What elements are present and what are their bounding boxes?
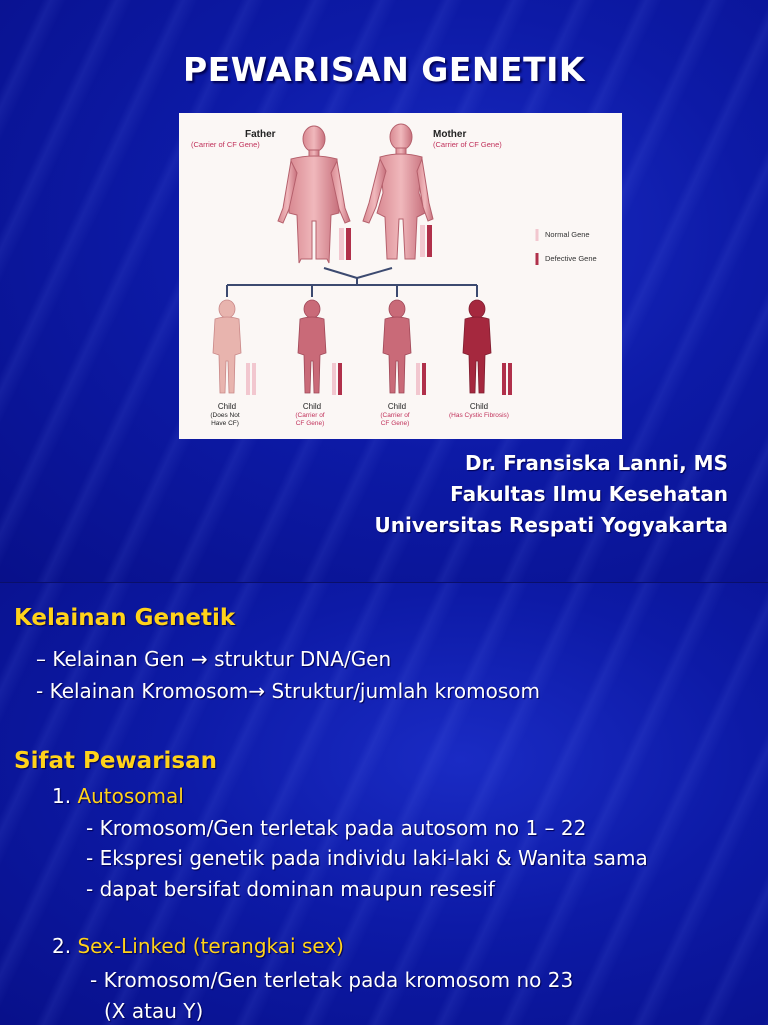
legend-normal-label: Normal Gene	[545, 230, 590, 239]
autosomal-point-3: - dapat bersifat dominan maupun resesif	[86, 877, 495, 901]
kelainan-item-2: - Kelainan Kromosom→ Struktur/jumlah kromosom	[36, 679, 540, 703]
father-label: Father	[245, 129, 276, 140]
faculty-name: Fakultas Ilmu Kesehatan	[450, 482, 728, 506]
sexlinked-point-2: (X atau Y)	[104, 999, 204, 1023]
mother-chromosomes	[420, 225, 432, 257]
child-3-sub1: (Carrier of	[380, 412, 410, 419]
legend-defective-label: Defective Gene	[545, 254, 597, 263]
heading-kelainan-genetik: Kelainan Genetik	[14, 605, 236, 631]
child-3-figure	[383, 300, 411, 393]
autosomal-point-2: - Ekspresi genetik pada individu laki-laki & Wanita sama	[86, 846, 648, 870]
slide-title-heading: PEWARISAN GENETIK	[183, 50, 585, 89]
child-4	[449, 300, 512, 419]
pedigree-lines	[227, 268, 477, 297]
item-2-title	[52, 934, 344, 958]
inheritance-diagram	[179, 113, 622, 439]
child-3-sub2: CF Gene)	[380, 420, 410, 427]
mother-label: Mother	[433, 129, 467, 140]
child-2	[295, 300, 342, 427]
slide-content	[0, 582, 768, 1025]
item-2-label: Sex-Linked (terangkai sex)	[77, 934, 344, 958]
child-2-sub2: CF Gene)	[295, 420, 325, 427]
father-chromosomes	[339, 228, 351, 260]
heading-sifat-pewarisan: Sifat Pewarisan	[14, 748, 218, 774]
child-2-figure	[298, 300, 326, 393]
author-name: Dr. Fransiska Lanni, MS	[464, 451, 728, 475]
child-4-label: Child	[469, 402, 489, 411]
child-1	[210, 300, 256, 427]
child-2-sub1: (Carrier of	[295, 412, 325, 419]
sexlinked-point-1: - Kromosom/Gen terletak pada kromosom no 23	[90, 968, 574, 992]
child-4-sub1: (Has Cystic Fibrosis)	[449, 412, 509, 419]
child-2-label: Child	[302, 402, 322, 411]
legend	[537, 229, 597, 265]
pedigree-figure	[179, 113, 622, 439]
item-1-label: Autosomal	[77, 784, 184, 808]
father-sub-label: (Carrier of CF Gene)	[191, 140, 260, 149]
child-3	[380, 300, 426, 427]
autosomal-point-1: - Kromosom/Gen terletak pada autosom no 1 – 22	[86, 816, 587, 840]
university-name: Universitas Respati Yogyakarta	[374, 513, 728, 537]
child-1-sub1: (Does Not	[210, 412, 240, 419]
child-1-figure	[213, 300, 241, 393]
item-1-number: 1.	[52, 784, 72, 808]
item-2-number: 2.	[52, 934, 72, 958]
child-4-figure	[463, 300, 491, 393]
child-3-label: Child	[387, 402, 407, 411]
child-1-label: Child	[217, 402, 237, 411]
child-1-sub2: Have CF)	[211, 420, 239, 427]
kelainan-item-1: – Kelainan Gen → struktur DNA/Gen	[36, 647, 392, 671]
mother-sub-label: (Carrier of CF Gene)	[433, 140, 502, 149]
item-1-title	[52, 784, 184, 808]
